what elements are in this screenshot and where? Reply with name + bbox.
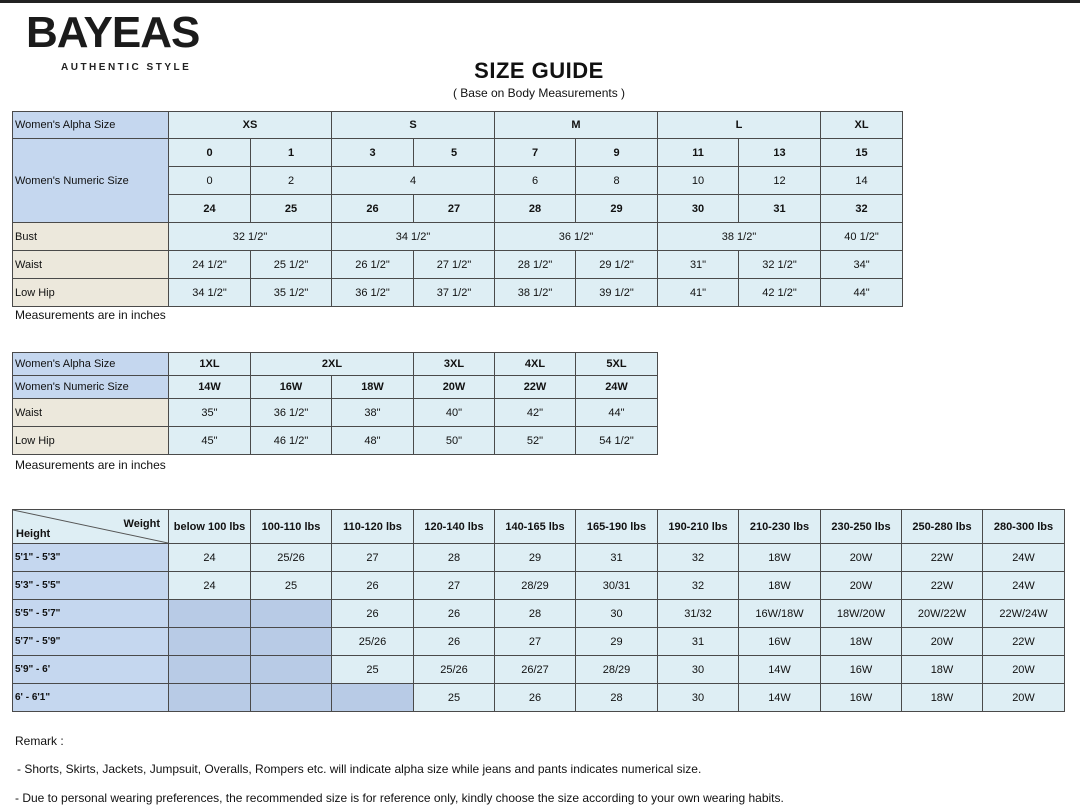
weight-range-header: 230-250 lbs bbox=[821, 510, 902, 544]
waist-cell: 36 1/2" bbox=[251, 399, 332, 427]
numeric-size-cell: 30 bbox=[658, 195, 739, 223]
low-hip-cell: 36 1/2" bbox=[332, 279, 414, 307]
low-hip-cell: 50" bbox=[414, 427, 495, 455]
low-hip-cell: 44" bbox=[821, 279, 903, 307]
recommended-size-cell: 31 bbox=[658, 628, 739, 656]
recommended-size-cell: 28 bbox=[495, 600, 576, 628]
low-hip-cell: 35 1/2" bbox=[251, 279, 332, 307]
top-border bbox=[0, 0, 1080, 3]
recommended-size-cell: 32 bbox=[658, 544, 739, 572]
numeric-size-cell: 26 bbox=[332, 195, 414, 223]
recommended-size-cell: 28/29 bbox=[495, 572, 576, 600]
alpha-size-cell: L bbox=[658, 112, 821, 139]
height-range-label: 5'9" - 6' bbox=[13, 656, 169, 684]
weight-range-header: 110-120 lbs bbox=[332, 510, 414, 544]
waist-cell: 38" bbox=[332, 399, 414, 427]
waist-cell: 35" bbox=[169, 399, 251, 427]
numeric-size-cell: 7 bbox=[495, 139, 576, 167]
low-hip-cell: 45" bbox=[169, 427, 251, 455]
recommended-size-cell: 16W bbox=[821, 684, 902, 712]
numeric-size-cell: 11 bbox=[658, 139, 739, 167]
recommended-size-cell: 26/27 bbox=[495, 656, 576, 684]
empty-size-cell bbox=[251, 600, 332, 628]
regular-size-table bbox=[12, 111, 903, 307]
low-hip-cell: 46 1/2" bbox=[251, 427, 332, 455]
alpha-size-cell: XS bbox=[169, 112, 332, 139]
empty-size-cell bbox=[251, 628, 332, 656]
recommended-size-cell: 25/26 bbox=[414, 656, 495, 684]
alpha-size-cell: S bbox=[332, 112, 495, 139]
height-range-label: 5'3" - 5'5" bbox=[13, 572, 169, 600]
numeric-size-cell: 27 bbox=[414, 195, 495, 223]
recommended-size-cell: 26 bbox=[332, 572, 414, 600]
waist-cell: 32 1/2" bbox=[739, 251, 821, 279]
bust-cell: 40 1/2" bbox=[821, 223, 903, 251]
bust-cell: 38 1/2" bbox=[658, 223, 821, 251]
waist-cell: 44" bbox=[576, 399, 658, 427]
weight-range-header: below 100 lbs bbox=[169, 510, 251, 544]
waist-cell: 42" bbox=[495, 399, 576, 427]
recommended-size-cell: 20W bbox=[821, 544, 902, 572]
alpha-size-cell: 4XL bbox=[495, 353, 576, 376]
waist-cell: 25 1/2" bbox=[251, 251, 332, 279]
empty-size-cell bbox=[169, 600, 251, 628]
recommended-size-cell: 22W bbox=[902, 572, 983, 600]
height-range-label: 5'5" - 5'7" bbox=[13, 600, 169, 628]
weight-range-header: 250-280 lbs bbox=[902, 510, 983, 544]
recommended-size-cell: 31/32 bbox=[658, 600, 739, 628]
numeric-size-label: Women's Numeric Size bbox=[13, 139, 169, 223]
recommended-size-cell: 14W bbox=[739, 656, 821, 684]
recommended-size-cell: 26 bbox=[414, 628, 495, 656]
numeric-size-cell: 5 bbox=[414, 139, 495, 167]
waist-cell: 40" bbox=[414, 399, 495, 427]
numeric-size-cell: 4 bbox=[332, 167, 495, 195]
alpha-size-cell: 1XL bbox=[169, 353, 251, 376]
alpha-size-cell: XL bbox=[821, 112, 903, 139]
numeric-size-cell: 6 bbox=[495, 167, 576, 195]
recommended-size-cell: 28/29 bbox=[576, 656, 658, 684]
recommended-size-cell: 22W bbox=[983, 628, 1065, 656]
low-hip-cell: 42 1/2" bbox=[739, 279, 821, 307]
numeric-size-cell: 14W bbox=[169, 376, 251, 399]
page-title: SIZE GUIDE bbox=[474, 58, 604, 83]
recommended-size-cell: 27 bbox=[414, 572, 495, 600]
weight-range-header: 210-230 lbs bbox=[739, 510, 821, 544]
alpha-size-label: Women's Alpha Size bbox=[13, 353, 169, 376]
numeric-size-cell: 16W bbox=[251, 376, 332, 399]
recommended-size-cell: 25 bbox=[332, 656, 414, 684]
numeric-size-cell: 0 bbox=[169, 139, 251, 167]
weight-range-header: 190-210 lbs bbox=[658, 510, 739, 544]
brand-tagline: AUTHENTIC STYLE bbox=[61, 62, 192, 73]
remark-item: - Shorts, Skirts, Jackets, Jumpsuit, Overalls, Rompers etc. will indicate alpha size while jeans and pants indicates numerical size. bbox=[17, 762, 702, 776]
alpha-size-label: Women's Alpha Size bbox=[13, 112, 169, 139]
weight-header-label: Weight bbox=[123, 518, 160, 530]
weight-range-header: 280-300 lbs bbox=[983, 510, 1065, 544]
bust-cell: 34 1/2" bbox=[332, 223, 495, 251]
recommended-size-cell: 30 bbox=[658, 656, 739, 684]
waist-cell: 34" bbox=[821, 251, 903, 279]
recommended-size-cell: 18W bbox=[902, 656, 983, 684]
alpha-size-cell: 2XL bbox=[251, 353, 414, 376]
recommended-size-cell: 27 bbox=[332, 544, 414, 572]
recommended-size-cell: 28 bbox=[576, 684, 658, 712]
low-hip-cell: 48" bbox=[332, 427, 414, 455]
numeric-size-cell: 14 bbox=[821, 167, 903, 195]
waist-cell: 24 1/2" bbox=[169, 251, 251, 279]
empty-size-cell bbox=[169, 656, 251, 684]
weight-range-header: 100-110 lbs bbox=[251, 510, 332, 544]
numeric-size-cell: 3 bbox=[332, 139, 414, 167]
numeric-size-cell: 31 bbox=[739, 195, 821, 223]
weight-range-header: 120-140 lbs bbox=[414, 510, 495, 544]
recommended-size-cell: 16W/18W bbox=[739, 600, 821, 628]
numeric-size-cell: 12 bbox=[739, 167, 821, 195]
recommended-size-cell: 31 bbox=[576, 544, 658, 572]
recommended-size-cell: 16W bbox=[821, 656, 902, 684]
remark-title: Remark : bbox=[15, 734, 64, 748]
height-range-label: 6' - 6'1" bbox=[13, 684, 169, 712]
empty-size-cell bbox=[332, 684, 414, 712]
recommended-size-cell: 29 bbox=[495, 544, 576, 572]
recommended-size-cell: 22W bbox=[902, 544, 983, 572]
page-subtitle: ( Base on Body Measurements ) bbox=[452, 86, 626, 100]
alpha-size-cell: 3XL bbox=[414, 353, 495, 376]
low-hip-cell: 54 1/2" bbox=[576, 427, 658, 455]
recommended-size-cell: 20W bbox=[821, 572, 902, 600]
numeric-size-cell: 1 bbox=[251, 139, 332, 167]
numeric-size-cell: 22W bbox=[495, 376, 576, 399]
recommended-size-cell: 24W bbox=[983, 572, 1065, 600]
numeric-size-label: Women's Numeric Size bbox=[13, 376, 169, 399]
measurement-note: Measurements are in inches bbox=[15, 458, 166, 472]
recommended-size-cell: 20W bbox=[983, 656, 1065, 684]
waist-label: Waist bbox=[13, 251, 169, 279]
recommended-size-cell: 28 bbox=[414, 544, 495, 572]
plus-size-table bbox=[12, 352, 658, 455]
low-hip-cell: 38 1/2" bbox=[495, 279, 576, 307]
waist-cell: 27 1/2" bbox=[414, 251, 495, 279]
height-header-label: Height bbox=[16, 528, 51, 540]
empty-size-cell bbox=[251, 684, 332, 712]
recommended-size-cell: 30/31 bbox=[576, 572, 658, 600]
numeric-size-cell: 24W bbox=[576, 376, 658, 399]
recommended-size-cell: 24W bbox=[983, 544, 1065, 572]
numeric-size-cell: 28 bbox=[495, 195, 576, 223]
recommended-size-cell: 18W bbox=[902, 684, 983, 712]
low-hip-label: Low Hip bbox=[13, 279, 169, 307]
recommended-size-cell: 14W bbox=[739, 684, 821, 712]
recommended-size-cell: 26 bbox=[495, 684, 576, 712]
recommended-size-cell: 26 bbox=[414, 600, 495, 628]
bust-cell: 32 1/2" bbox=[169, 223, 332, 251]
recommended-size-cell: 22W/24W bbox=[983, 600, 1065, 628]
empty-size-cell bbox=[169, 684, 251, 712]
recommended-size-cell: 25 bbox=[251, 572, 332, 600]
height-weight-header bbox=[13, 510, 169, 544]
recommended-size-cell: 32 bbox=[658, 572, 739, 600]
height-range-label: 5'1" - 5'3" bbox=[13, 544, 169, 572]
weight-range-header: 165-190 lbs bbox=[576, 510, 658, 544]
empty-size-cell bbox=[169, 628, 251, 656]
waist-label: Waist bbox=[13, 399, 169, 427]
low-hip-cell: 52" bbox=[495, 427, 576, 455]
recommended-size-cell: 16W bbox=[739, 628, 821, 656]
recommended-size-cell: 18W bbox=[739, 544, 821, 572]
waist-cell: 26 1/2" bbox=[332, 251, 414, 279]
numeric-size-cell: 13 bbox=[739, 139, 821, 167]
height-weight-table bbox=[12, 509, 1065, 712]
numeric-size-cell: 25 bbox=[251, 195, 332, 223]
recommended-size-cell: 27 bbox=[495, 628, 576, 656]
numeric-size-cell: 9 bbox=[576, 139, 658, 167]
waist-cell: 28 1/2" bbox=[495, 251, 576, 279]
brand-logo: BAYEAS bbox=[26, 8, 200, 57]
low-hip-cell: 41" bbox=[658, 279, 739, 307]
numeric-size-cell: 24 bbox=[169, 195, 251, 223]
low-hip-label: Low Hip bbox=[13, 427, 169, 455]
recommended-size-cell: 18W bbox=[821, 628, 902, 656]
alpha-size-cell: M bbox=[495, 112, 658, 139]
recommended-size-cell: 25/26 bbox=[332, 628, 414, 656]
recommended-size-cell: 25 bbox=[414, 684, 495, 712]
numeric-size-cell: 18W bbox=[332, 376, 414, 399]
bust-cell: 36 1/2" bbox=[495, 223, 658, 251]
recommended-size-cell: 20W/22W bbox=[902, 600, 983, 628]
empty-size-cell bbox=[251, 656, 332, 684]
numeric-size-cell: 32 bbox=[821, 195, 903, 223]
waist-cell: 29 1/2" bbox=[576, 251, 658, 279]
recommended-size-cell: 30 bbox=[576, 600, 658, 628]
recommended-size-cell: 25/26 bbox=[251, 544, 332, 572]
numeric-size-cell: 15 bbox=[821, 139, 903, 167]
height-range-label: 5'7" - 5'9" bbox=[13, 628, 169, 656]
recommended-size-cell: 24 bbox=[169, 572, 251, 600]
numeric-size-cell: 10 bbox=[658, 167, 739, 195]
numeric-size-cell: 8 bbox=[576, 167, 658, 195]
recommended-size-cell: 18W bbox=[739, 572, 821, 600]
waist-cell: 31" bbox=[658, 251, 739, 279]
measurement-note: Measurements are in inches bbox=[15, 308, 166, 322]
alpha-size-cell: 5XL bbox=[576, 353, 658, 376]
numeric-size-cell: 2 bbox=[251, 167, 332, 195]
numeric-size-cell: 29 bbox=[576, 195, 658, 223]
low-hip-cell: 37 1/2" bbox=[414, 279, 495, 307]
numeric-size-cell: 20W bbox=[414, 376, 495, 399]
recommended-size-cell: 24 bbox=[169, 544, 251, 572]
low-hip-cell: 39 1/2" bbox=[576, 279, 658, 307]
recommended-size-cell: 29 bbox=[576, 628, 658, 656]
recommended-size-cell: 20W bbox=[983, 684, 1065, 712]
numeric-size-cell: 0 bbox=[169, 167, 251, 195]
recommended-size-cell: 26 bbox=[332, 600, 414, 628]
weight-range-header: 140-165 lbs bbox=[495, 510, 576, 544]
remark-item: - Due to personal wearing preferences, the recommended size is for reference only, kindly choose the size according to your own wearing habits. bbox=[15, 791, 784, 805]
bust-label: Bust bbox=[13, 223, 169, 251]
low-hip-cell: 34 1/2" bbox=[169, 279, 251, 307]
recommended-size-cell: 30 bbox=[658, 684, 739, 712]
recommended-size-cell: 20W bbox=[902, 628, 983, 656]
recommended-size-cell: 18W/20W bbox=[821, 600, 902, 628]
